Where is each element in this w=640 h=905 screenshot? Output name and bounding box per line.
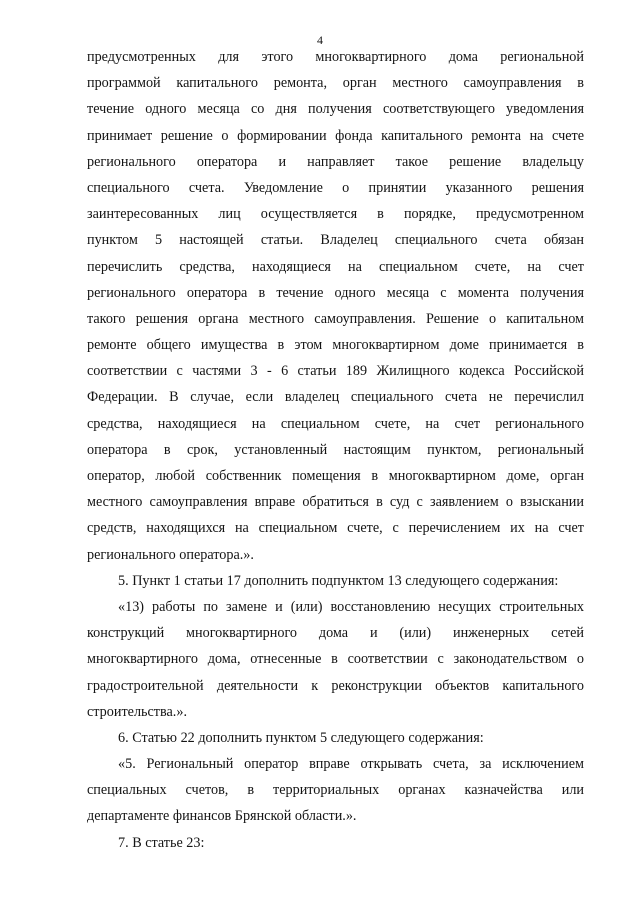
text-line: такого решения органа местного самоуправления. Решение о капитальном	[87, 310, 584, 327]
text-line: 5. Пункт 1 статьи 17 дополнить подпунктом 13 следующего содержания:	[118, 572, 559, 589]
text-line: оператор, любой собственник помещения в многоквартирном доме, орган	[87, 468, 584, 484]
text-line: специальных счетов, в территориальных органах казначейства или	[87, 782, 584, 799]
text-line: строительства.».	[87, 703, 187, 720]
text-line: Федерации. В случае, если владелец специального счета не перечислил	[87, 389, 584, 406]
text-line: 7. В статье 23:	[118, 834, 205, 851]
text-line: предусмотренных для этого многоквартирного дома региональной	[87, 49, 584, 65]
text-line: «5. Региональный оператор вправе открывать счета, за исключением	[118, 756, 584, 773]
text-line: перечислить средства, находящиеся на специальном счете, на счет	[87, 258, 584, 275]
text-line: программой капитального ремонта, орган местного самоуправления в	[87, 75, 584, 92]
text-line: средств, находящихся на специальном счете, с перечислением их на счет	[87, 520, 584, 537]
text-line: специального счета. Уведомление о принятии указанного решения	[87, 179, 584, 196]
text-line: пунктом 5 настоящей статьи. Владелец специального счета обязан	[87, 232, 584, 249]
text-line: заинтересованных лиц осуществляется в порядке, предусмотренном	[87, 206, 584, 223]
document-body	[87, 44, 584, 856]
text-line: регионального оператора и направляет такое решение владельцу	[87, 153, 584, 170]
text-line: многоквартирного дома, отнесенные в соответствии с законодательством о	[87, 651, 584, 668]
text-line: оператора в срок, установленный настоящим пунктом, региональный	[87, 441, 584, 458]
text-line: регионального оператора.».	[87, 546, 254, 563]
text-line: принимает решение о формировании фонда капитального ремонта на счете	[87, 127, 584, 144]
page-number: 4	[317, 33, 323, 47]
text-line: местного самоуправления вправе обратиться в суд с заявлением о взыскании	[87, 494, 584, 511]
text-line: конструкций многоквартирного дома и (или) инженерных сетей	[87, 625, 584, 642]
text-line: ремонте общего имущества в этом многоквартирном доме принимается в	[87, 337, 584, 354]
text-line: течение одного месяца со дня получения соответствующего уведомления	[87, 101, 584, 118]
text-line: средства, находящиеся на специальном счете, на счет регионального	[87, 415, 584, 432]
text-line: регионального оператора в течение одного месяца с момента получения	[87, 284, 584, 301]
text-line: департаменте финансов Брянской области.».	[87, 808, 357, 825]
text-line: соответствии с частями 3 - 6 статьи 189 Жилищного кодекса Российской	[87, 363, 584, 380]
text-line: 6. Статью 22 дополнить пунктом 5 следующего содержания:	[118, 729, 484, 746]
text-line: градостроительной деятельности к реконструкции объектов капитального	[87, 677, 584, 694]
text-line: «13) работы по замене и (или) восстановлению несущих строительных	[118, 598, 584, 615]
